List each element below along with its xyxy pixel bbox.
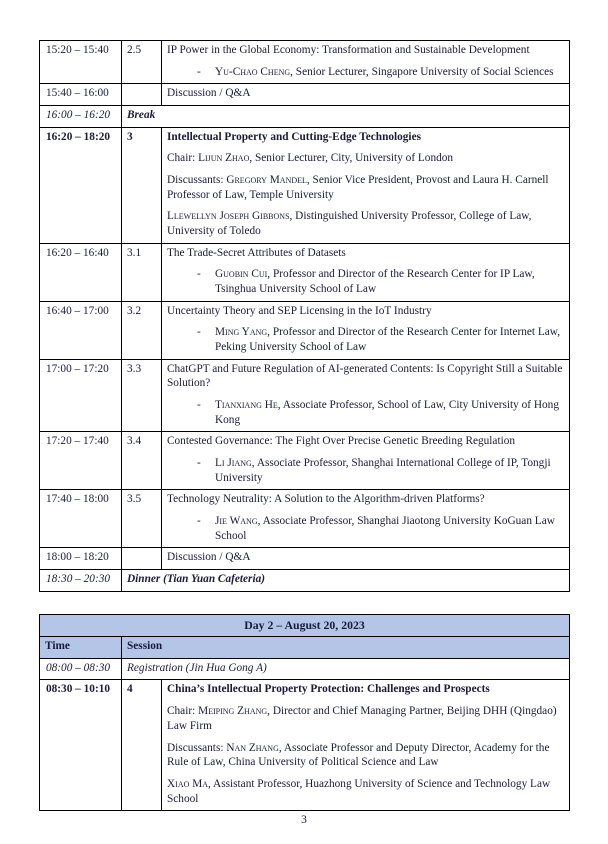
- speaker-name: Jie Wang: [215, 515, 258, 528]
- role-line: [167, 741, 563, 770]
- speaker-line: [197, 325, 563, 354]
- day2-schedule-table: [39, 614, 570, 811]
- page-number: 3: [301, 814, 307, 827]
- time-cell: 16:20 – 16:40: [40, 243, 122, 301]
- session-description-cell: [122, 570, 570, 592]
- speaker-role: , Professor and Director of the Research Center for IP Law, Tsinghua University School of Law: [215, 268, 535, 296]
- schedule-row: [40, 359, 570, 432]
- role-line: [167, 777, 563, 806]
- item-title: ChatGPT and Future Regulation of AI-generated Contents: Is Copyright Still a Suitable Solution?: [167, 362, 563, 390]
- item-title: Contested Governance: The Fight Over Precise Genetic Breeding Regulation: [167, 435, 516, 448]
- schedule-row: [40, 658, 570, 680]
- session-number-cell: 3.4: [122, 432, 162, 490]
- day-header-row: [40, 614, 570, 636]
- speaker-line: [197, 398, 563, 427]
- bullet-dash: -: [197, 268, 201, 281]
- speaker-line: [197, 65, 563, 80]
- schedule-row: [40, 243, 570, 301]
- session-description-cell: [162, 548, 570, 570]
- session-description-cell: [162, 84, 570, 106]
- session-title: China’s Intellectual Property Protection: Challenges and Prospects: [167, 683, 490, 696]
- time-cell: 17:20 – 17:40: [40, 432, 122, 490]
- column-header-row: [40, 637, 570, 659]
- speaker-role: , Associate Professor, Shanghai International College of IP, Tongji University: [215, 457, 551, 484]
- time-cell: 17:40 – 18:00: [40, 490, 122, 548]
- session-number-cell: 2.5: [122, 41, 162, 84]
- speaker-role: , Associate Professor, Shanghai Jiaotong University KoGuan Law School: [215, 515, 555, 542]
- person-name: Nan Zhang: [226, 741, 279, 754]
- speaker-line: [197, 514, 563, 543]
- role-prefix: Chair:: [167, 152, 199, 165]
- day-header: Day 2 – August 20, 2023: [40, 614, 570, 636]
- bullet-dash: -: [197, 457, 201, 470]
- session-number-cell: 3.3: [122, 359, 162, 432]
- time-cell: 18:30 – 20:30: [40, 570, 122, 592]
- person-name: Llewellyn Joseph Gibbons: [167, 210, 290, 223]
- schedule-row: [40, 41, 570, 84]
- session-number-cell: 3.1: [122, 243, 162, 301]
- item-title: Discussion / Q&A: [167, 87, 251, 100]
- session-description-cell: [162, 127, 570, 243]
- schedule-row: [40, 301, 570, 359]
- schedule-row: [40, 490, 570, 548]
- time-cell: 08:00 – 08:30: [40, 658, 122, 680]
- person-role: , Senior Vice President, Provost and Laura H. Carnell Professor of Law, Temple University: [167, 174, 549, 201]
- day1-schedule-table: [39, 40, 570, 592]
- time-cell: 16:40 – 17:00: [40, 301, 122, 359]
- session-description-cell: [162, 490, 570, 548]
- speaker-line: [197, 456, 563, 485]
- speaker-name: Tianxiang He: [215, 399, 278, 412]
- session-description-cell: [162, 359, 570, 432]
- speaker-line: [197, 267, 563, 296]
- speaker-role: , Senior Lecturer, Singapore University of Social Sciences: [290, 65, 554, 78]
- speaker-name: Yu-Chao Cheng: [215, 65, 291, 78]
- item-title: Registration (Jin Hua Gong A): [127, 661, 267, 674]
- session-number-cell: 3.2: [122, 301, 162, 359]
- person-role: , Director and Chief Managing Partner, Beijing DHH (Qingdao) Law Firm: [167, 705, 557, 732]
- time-cell: 15:20 – 15:40: [40, 41, 122, 84]
- speaker-name: Guobin Cui: [215, 268, 268, 281]
- item-title: Technology Neutrality: A Solution to the Algorithm-driven Platforms?: [167, 493, 485, 506]
- person-name: Xiao Ma: [167, 777, 209, 790]
- person-role: , Distinguished University Professor, College of Law, University of Toledo: [167, 210, 532, 238]
- session-number-cell: 3: [122, 127, 162, 243]
- speaker-role: , Associate Professor, School of Law, City University of Hong Kong: [215, 399, 559, 426]
- bullet-dash: -: [197, 65, 201, 78]
- person-role: , Associate Professor and Deputy Director, Academy for the Rule of Law, China University of Political Science and Law: [167, 741, 550, 769]
- session-description-cell: [122, 658, 570, 680]
- time-cell: 08:30 – 10:10: [40, 680, 122, 811]
- session-number-cell: [122, 548, 162, 570]
- role-prefix: Chair:: [167, 705, 199, 718]
- schedule-row: [40, 680, 570, 811]
- item-title: The Trade-Secret Attributes of Datasets: [167, 246, 346, 259]
- person-role: , Assistant Professor, Huazhong University of Science and Technology Law School: [167, 777, 551, 805]
- person-name: Meiping Zhang: [198, 705, 268, 718]
- session-number-cell: 4: [122, 680, 162, 811]
- session-description-cell: [162, 301, 570, 359]
- session-description-cell: [162, 41, 570, 84]
- role-prefix: Discussants:: [167, 741, 227, 754]
- item-title: Uncertainty Theory and SEP Licensing in the IoT Industry: [167, 304, 432, 317]
- session-column-header: Session: [122, 637, 570, 659]
- session-description-cell: [162, 680, 570, 811]
- schedule-row: [40, 84, 570, 106]
- role-line: [167, 173, 563, 202]
- bullet-dash: -: [197, 399, 201, 412]
- item-title: IP Power in the Global Economy: Transformation and Sustainable Development: [167, 44, 530, 56]
- schedule-row: [40, 548, 570, 570]
- session-number-cell: [122, 84, 162, 106]
- role-prefix: Discussants:: [167, 174, 227, 187]
- session-number-cell: 3.5: [122, 490, 162, 548]
- speaker-name: Ming Yang: [215, 326, 268, 339]
- schedule-row: [40, 570, 570, 592]
- item-title: Break: [127, 109, 156, 122]
- role-line: [167, 209, 563, 238]
- session-description-cell: [122, 106, 570, 128]
- speaker-name: Li Jiang: [215, 457, 252, 470]
- speaker-role: , Professor and Director of the Research Center for Internet Law, Peking University School of Law: [215, 326, 561, 354]
- item-title: Dinner (Tian Yuan Cafeteria): [127, 573, 265, 586]
- person-name: Lijun Zhao: [198, 152, 250, 165]
- bullet-dash: -: [197, 515, 201, 528]
- person-name: Gregory Mandel: [226, 174, 307, 187]
- session-description-cell: [162, 243, 570, 301]
- schedule-row: [40, 127, 570, 243]
- time-cell: 17:00 – 17:20: [40, 359, 122, 432]
- role-line: [167, 704, 563, 733]
- role-line: [167, 151, 563, 166]
- time-cell: 15:40 – 16:00: [40, 84, 122, 106]
- person-role: , Senior Lecturer, City, University of London: [249, 152, 454, 165]
- time-column-header: Time: [40, 637, 122, 659]
- time-cell: 16:20 – 18:20: [40, 127, 122, 243]
- schedule-row: [40, 106, 570, 128]
- session-description-cell: [162, 432, 570, 490]
- time-cell: 18:00 – 18:20: [40, 548, 122, 570]
- time-cell: 16:00 – 16:20: [40, 106, 122, 128]
- item-title: Discussion / Q&A: [167, 551, 251, 564]
- session-title: Intellectual Property and Cutting-Edge Technologies: [167, 130, 421, 143]
- schedule-row: [40, 432, 570, 490]
- bullet-dash: -: [197, 326, 201, 339]
